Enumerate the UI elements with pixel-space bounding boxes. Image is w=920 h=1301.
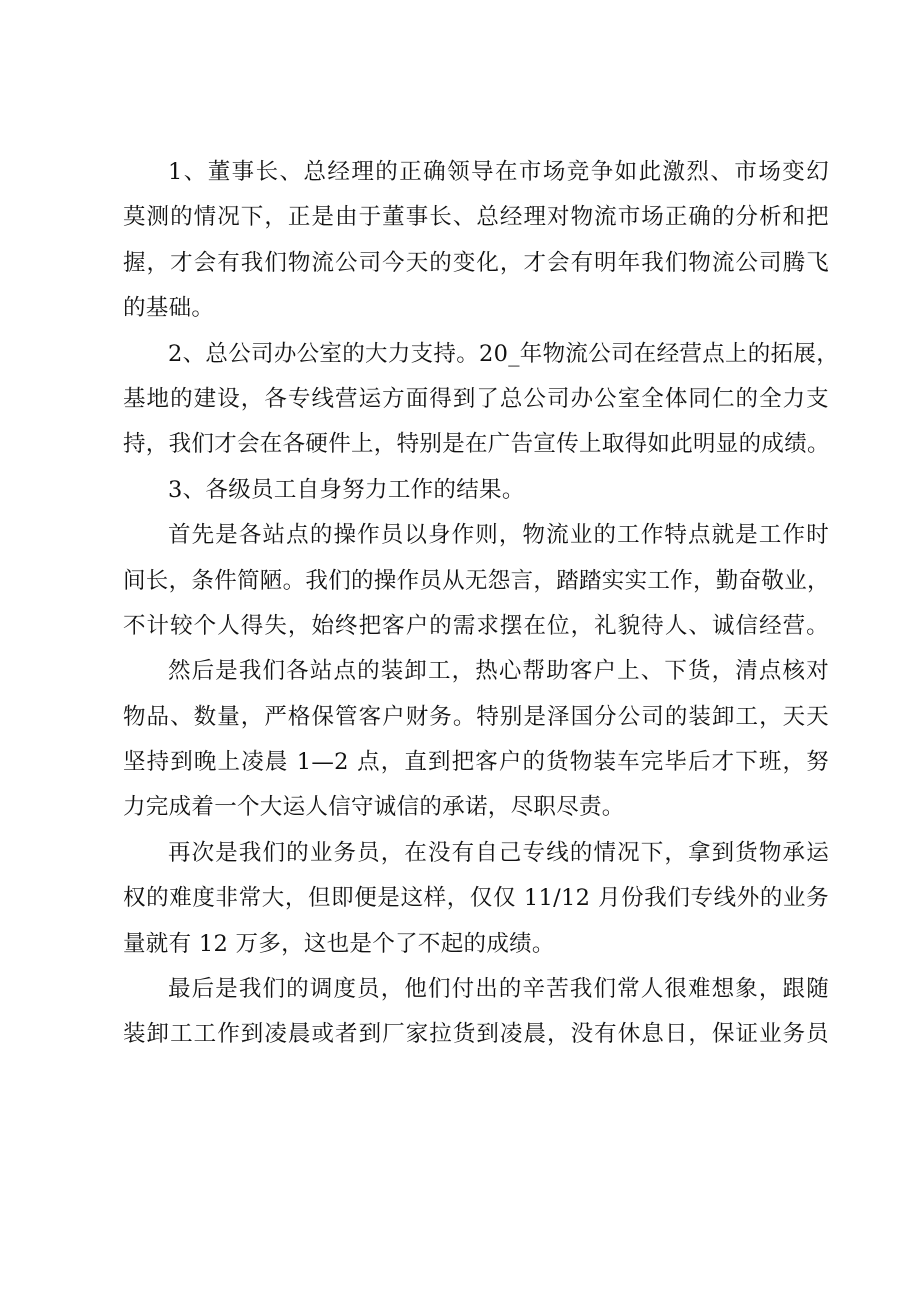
text-line: 最后是我们的调度员，他们付出的辛苦我们常人很难想象，跟随 (168, 976, 829, 1003)
paragraph-loaders (123, 649, 829, 831)
text-line: 首先是各站点的操作员以身作则，物流业的工作特点就是工作时 (168, 522, 829, 549)
text-line: 握，才会有我们物流公司今天的变化，才会有明年我们物流公司腾飞 (123, 249, 829, 276)
text-line: 权的难度非常大，但即便是这样，仅仅 11/12 月份我们专线外的业务 (123, 885, 829, 912)
text-line: 物品、数量，严格保管客户财务。特别是泽国分公司的装卸工，天天 (123, 703, 829, 730)
text-line: 3、各级员工自身努力工作的结果。 (168, 476, 525, 503)
text-line: 装卸工工作到凌晨或者到厂家拉货到凌晨，没有休息日，保证业务员 (123, 1021, 829, 1048)
paragraph-staff-effort (123, 468, 829, 513)
paragraph-leadership (123, 150, 829, 332)
text-line: 持，我们才会在各硬件上，特别是在广告宣传上取得如此明显的成绩。 (123, 431, 830, 458)
paragraph-operators (123, 513, 829, 649)
text-line: 坚持到晚上凌晨 1—2 点，直到把客户的货物装车完毕后才下班，努 (123, 749, 829, 776)
document-body (123, 150, 839, 1058)
paragraph-dispatchers (123, 967, 829, 1058)
text-line: 不计较个人得失，始终把客户的需求摆在位，礼貌待人、诚信经营。 (123, 612, 829, 639)
text-line: 量就有 12 万多，这也是个了不起的成绩。 (123, 930, 555, 957)
text-line: 基地的建设，各专线营运方面得到了总公司办公室全体同仁的全力支 (123, 385, 829, 412)
text-line: 1、董事长、总经理的正确领导在市场竞争如此激烈、市场变幻 (168, 159, 829, 185)
text-line: 2、总公司办公室的大力支持。20_年物流公司在经营点上的拓展， (168, 340, 839, 367)
text-line: 的基础。 (123, 295, 215, 322)
text-line: 莫测的情况下，正是由于董事长、总经理对物流市场正确的分析和把 (123, 204, 829, 231)
text-line: 再次是我们的业务员，在没有自己专线的情况下，拿到货物承运 (168, 839, 829, 866)
text-line: 间长，条件简陋。我们的操作员从无怨言，踏踏实实工作，勤奋敬业， (123, 567, 830, 594)
text-line: 然后是我们各站点的装卸工，热心帮助客户上、下货，清点核对 (168, 658, 829, 685)
paragraph-office-support (123, 332, 839, 468)
paragraph-salespeople (123, 831, 829, 967)
text-line: 力完成着一个大运人信守诚信的承诺，尽职尽责。 (123, 794, 625, 821)
